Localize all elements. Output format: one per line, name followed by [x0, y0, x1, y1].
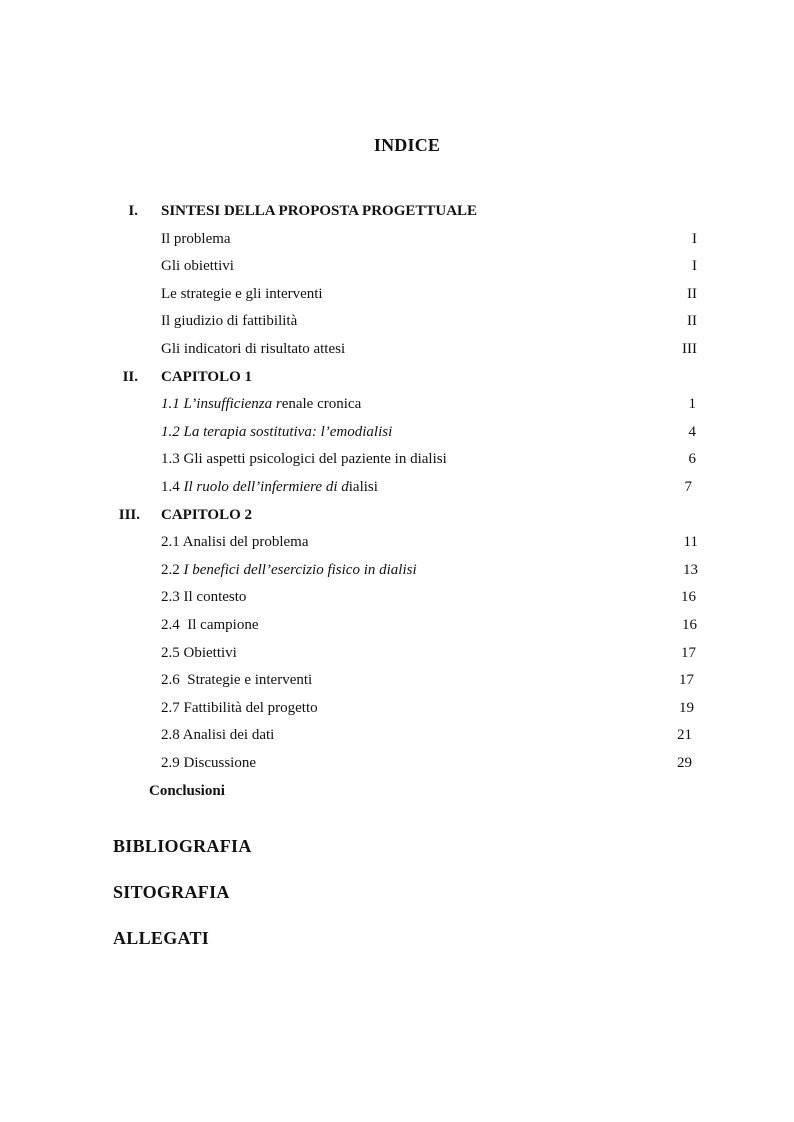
entry-page-number: 16: [682, 617, 697, 633]
toc-entry[interactable]: [0, 584, 794, 611]
entry-label: 2.7 Fattibilità del progetto: [161, 699, 318, 716]
entry-label: 2.1 Analisi del problema: [161, 534, 309, 551]
entry-label: Il giudizio di fattibilità: [161, 313, 298, 330]
section-numeral: I.: [128, 203, 138, 219]
toc-entry[interactable]: [0, 722, 794, 749]
entry-label: 2.9 Discussione: [161, 755, 256, 771]
toc-entry-conclusions[interactable]: [0, 778, 794, 805]
toc-entry[interactable]: [0, 308, 794, 335]
entry-label: 2.6 Strategie e interventi: [161, 672, 313, 689]
entry-page-number: 17: [681, 644, 696, 661]
section-heading-3[interactable]: [0, 502, 794, 529]
toc-entry[interactable]: [0, 612, 794, 639]
toc-entry[interactable]: [0, 667, 794, 694]
section-numeral: III.: [118, 506, 140, 523]
entry-page-number: 6: [688, 451, 696, 468]
section-title: CAPITOLO 1: [161, 368, 252, 385]
entry-label: Le strategie e gli interventi: [161, 285, 323, 302]
entry-page-number: II: [687, 313, 697, 330]
toc-entry[interactable]: [0, 695, 794, 722]
bibliography-heading[interactable]: BIBLIOGRAFIA: [113, 836, 252, 856]
toc-entry[interactable]: [0, 281, 794, 308]
toc-entry[interactable]: [0, 557, 794, 584]
conclusions-label: Conclusioni: [149, 782, 225, 799]
entry-page-number: 19: [679, 699, 694, 716]
entry-label: 1.2 La terapia sostitutiva: l’emodialisi: [161, 423, 393, 440]
entry-label: 2.8 Analisi dei dati: [161, 727, 275, 744]
entry-label: 1.4 Il ruolo dell’infermiere di dialisi: [161, 479, 378, 495]
toc-entry[interactable]: [0, 336, 794, 363]
section-title: SINTESI DELLA PROPOSTA PROGETTUALE: [161, 203, 478, 219]
toc-entry[interactable]: [0, 226, 794, 253]
attachments-heading[interactable]: ALLEGATI: [113, 928, 210, 948]
entry-label: Il problema: [161, 230, 231, 247]
toc-entry[interactable]: [0, 419, 794, 446]
page-title: INDICE: [373, 135, 441, 155]
toc-entry[interactable]: [0, 474, 794, 501]
entry-page-number: I: [692, 230, 697, 247]
entry-page-number: 17: [679, 672, 694, 689]
entry-label: 2.3 Il contesto: [161, 589, 247, 606]
entry-label: 1.1 L’insufficienza renale cronica: [161, 396, 362, 413]
toc-entry[interactable]: [0, 750, 794, 777]
entry-label: 2.2 I benefici dell’esercizio fisico in dialisi: [161, 561, 417, 578]
toc-entry[interactable]: [0, 253, 794, 280]
entry-label: 1.3 Gli aspetti psicologici del paziente in dialisi: [161, 451, 447, 468]
entry-page-number: 13: [683, 561, 698, 578]
entry-page-number: II: [687, 285, 697, 302]
section-numeral: II.: [122, 368, 138, 385]
toc-entry[interactable]: [0, 529, 794, 556]
entry-label: Gli indicatori di risultato attesi: [161, 341, 346, 357]
entry-page-number: 4: [688, 423, 696, 440]
sitography-heading[interactable]: SITOGRAFIA: [113, 882, 230, 902]
entry-page-number: 29: [677, 755, 692, 771]
toc-entry[interactable]: [0, 640, 794, 667]
entry-page-number: 7: [684, 479, 692, 495]
entry-label: Gli obiettivi: [161, 258, 234, 275]
section-heading-2[interactable]: [0, 364, 794, 391]
entry-label: 2.5 Obiettivi: [161, 644, 237, 661]
entry-page-number: 11: [683, 534, 698, 551]
section-heading-1[interactable]: [0, 198, 794, 225]
toc-entry[interactable]: [0, 446, 794, 473]
entry-page-number: 21: [677, 727, 692, 744]
entry-page-number: 16: [681, 589, 696, 606]
entry-page-number: 1: [688, 396, 696, 413]
section-title: CAPITOLO 2: [161, 506, 252, 523]
entry-page-number: III: [682, 341, 697, 357]
entry-label: 2.4 Il campione: [161, 617, 259, 633]
entry-page-number: I: [692, 258, 697, 275]
toc-entry[interactable]: [0, 391, 794, 418]
